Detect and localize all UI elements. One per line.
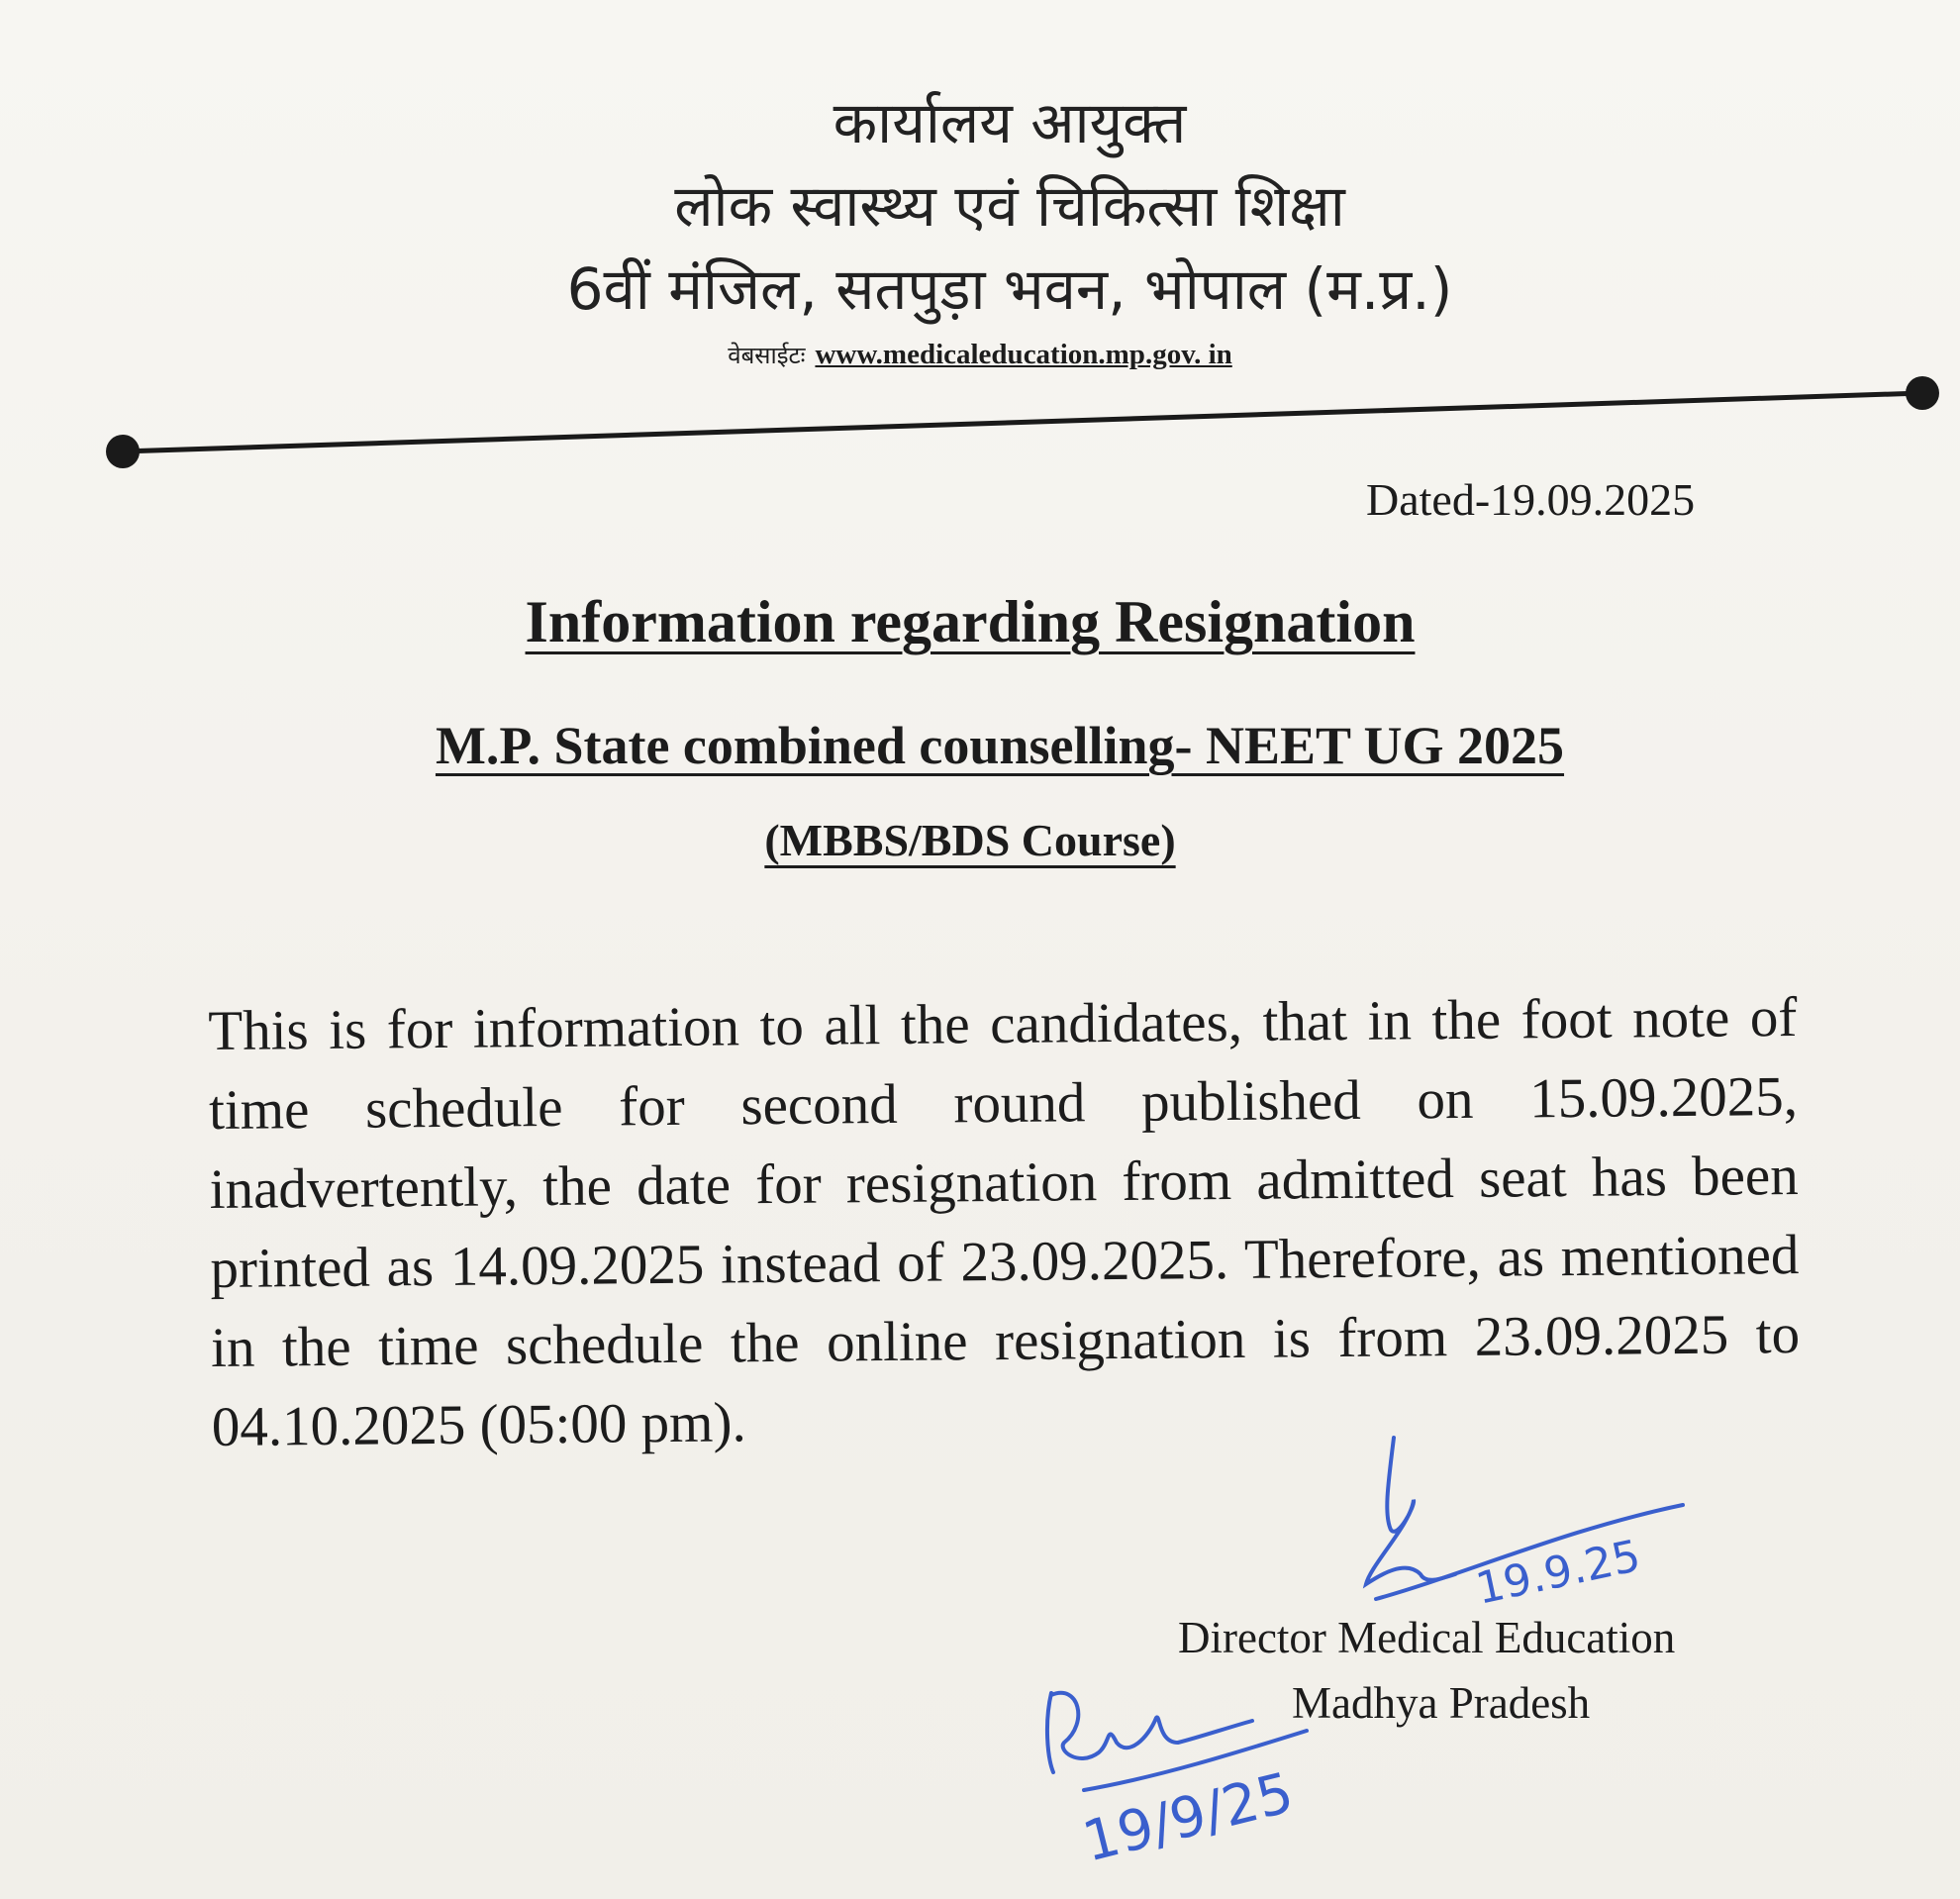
course-name: (MBBS/BDS Course) <box>764 815 1176 865</box>
handwritten-date-lower: 19/9/25 <box>1076 1760 1300 1875</box>
notice-title: Information regarding Resignation <box>525 589 1416 654</box>
office-heading: कार्यालय आयुक्त <box>833 89 1187 156</box>
handwritten-date-upper: 19.9.25 <box>1471 1530 1645 1615</box>
signatory-title: Director Medical Education <box>1178 1613 1676 1662</box>
notice-date: Dated-19.09.2025 <box>1366 474 1696 525</box>
signature-mark-upper <box>1366 1438 1455 1584</box>
website-url: www.medicaleducation.mp.gov. in <box>815 339 1232 370</box>
notice-subtitle: M.P. State combined counselling- NEET UG 2025 <box>435 716 1565 775</box>
department-heading: लोक स्वास्थ्य एवं चिकित्सा शिक्षा <box>674 172 1345 240</box>
address-line: 6वीं मंजिल, सतपुड़ा भवन, भोपाल (म.प्र.) <box>566 255 1453 323</box>
signatory-state: Madhya Pradesh <box>1292 1678 1591 1728</box>
notice-body: This is for information to all the candidates, that in the foot note of time schedule for second round published on 15.09.2025, inadvertently, the date for resignation from admitted seat has been printed as 14.09.2025 instead of 23.09.2025. Therefore, as mentioned in the time schedule the online resignation is from 23.09.2025 to 04.10.2025 (05:00 pm). <box>208 985 1801 1458</box>
signature-mark-lower <box>1047 1693 1252 1772</box>
website-label: वेबसाईटः <box>728 342 806 369</box>
